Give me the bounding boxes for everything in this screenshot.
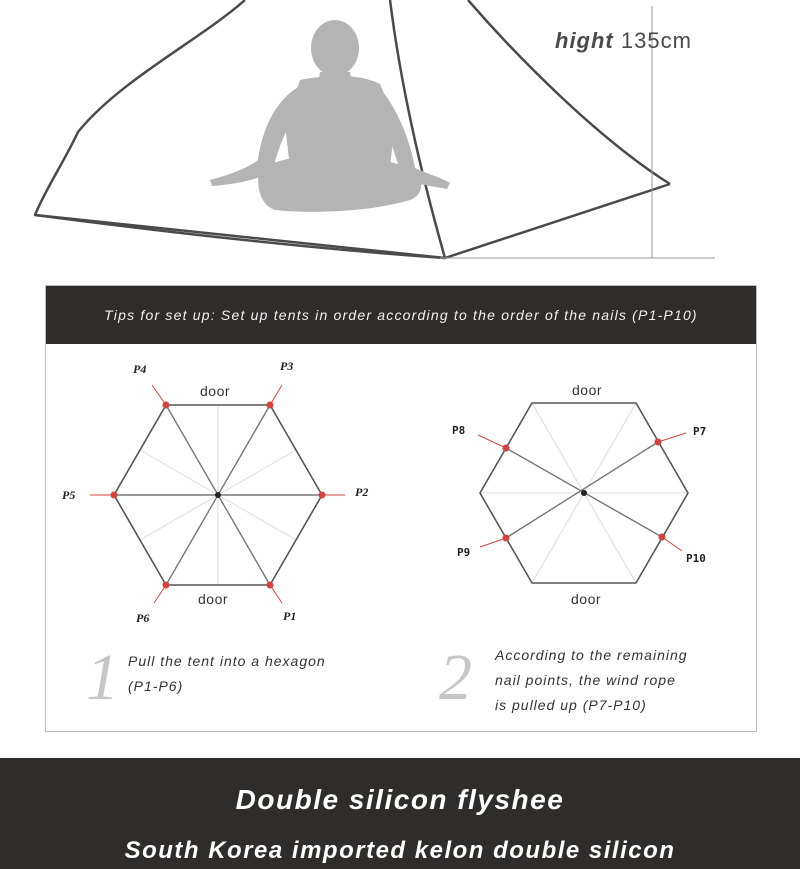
label-p10: P10 <box>686 552 706 565</box>
nail-p8 <box>503 445 510 452</box>
step-1 <box>80 641 380 715</box>
label-p1: P1 <box>283 609 297 623</box>
label-p2: P2 <box>355 485 369 499</box>
footer-banner <box>0 758 800 869</box>
height-label <box>555 28 692 54</box>
label-p7: P7 <box>693 425 707 438</box>
door-label-top-2: door <box>572 382 603 398</box>
nail-p9 <box>503 535 510 542</box>
step-text: Pull the tent into a hexagon (P1-P6) <box>128 653 326 694</box>
footer-title: Double silicon flyshee <box>235 784 565 815</box>
center-point <box>215 492 221 498</box>
person-silhouette <box>210 20 450 212</box>
center-point-2 <box>581 490 587 496</box>
door-label-bottom-2: door <box>571 591 602 607</box>
step-2 <box>435 641 735 725</box>
step-number: 2 <box>439 641 472 714</box>
tent-illustration <box>0 0 800 275</box>
door-label-bottom: door <box>198 591 229 607</box>
label-p9: P9 <box>457 546 471 559</box>
step-text: According to the remaining nail points, the wind rope is pulled up (P7-P10) <box>495 647 688 713</box>
height-word: hight <box>555 28 614 53</box>
label-p4: P4 <box>133 362 147 376</box>
label-p8: P8 <box>452 424 466 437</box>
nail-p6 <box>163 582 170 589</box>
nail-p3 <box>267 402 274 409</box>
hexagon-diagram-1 <box>50 355 380 635</box>
step-number: 1 <box>86 641 119 714</box>
hexagon-diagram-2 <box>440 375 750 625</box>
tips-title: Tips for set up: Set up tents in order according to the order of the nails (P1-P10) <box>104 307 698 323</box>
tips-header-bar <box>46 286 756 344</box>
door-label-top: door <box>200 383 231 399</box>
label-p3: P3 <box>280 359 294 373</box>
height-value: 135cm <box>620 28 692 53</box>
footer-subtitle: South Korea imported kelon double silicon <box>124 837 676 864</box>
nail-p5 <box>111 492 118 499</box>
nail-p2 <box>319 492 326 499</box>
nail-p7 <box>655 439 662 446</box>
label-p6: P6 <box>136 611 150 625</box>
nail-p4 <box>163 402 170 409</box>
nail-p10 <box>659 534 666 541</box>
nail-p1 <box>267 582 274 589</box>
label-p5: P5 <box>62 488 76 502</box>
